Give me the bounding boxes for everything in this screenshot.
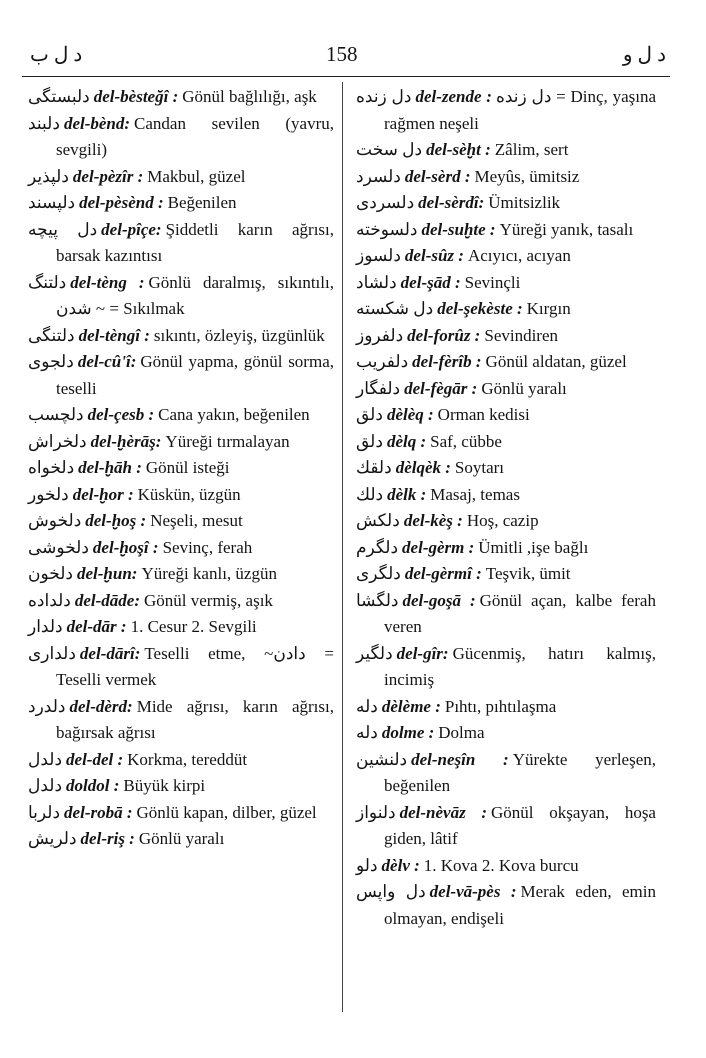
entry-arabic-script: دلدرد <box>28 696 66 716</box>
entry-headword: del-nèvāz : <box>399 802 488 822</box>
dictionary-entry <box>356 164 656 191</box>
entry-definition: Gönlü daralmış, sıkıntılı, شدن ~ = Sıkılmak <box>56 272 334 318</box>
entry-arabic-script: دلپسند <box>28 193 76 212</box>
entry-definition: Hoş, cazip <box>466 511 539 530</box>
entry-arabic-script: دل زنده <box>356 87 412 106</box>
dictionary-entry <box>356 190 656 217</box>
entry-definition: Büyük kirpi <box>123 776 206 795</box>
entry-definition: Gönlü kapan, dilber, güzel <box>136 802 317 822</box>
entry-headword: del-ḫun: <box>77 564 138 583</box>
entry-definition: Gönül vermiş, aşık <box>144 590 273 610</box>
entry-headword: del-pîçe: <box>101 219 162 239</box>
entry-headword: del-bèsteğî : <box>93 87 179 106</box>
dictionary-entry <box>28 508 334 535</box>
dictionary-entry <box>356 402 656 429</box>
dictionary-entry <box>356 535 656 562</box>
dictionary-entry <box>356 376 656 403</box>
entry-arabic-script: دلو <box>356 855 378 875</box>
dictionary-entry <box>356 137 656 164</box>
entry-definition: Mide ağrısı, karın ağrısı, bağırsak ağrısı <box>56 696 334 742</box>
entry-arabic-script: دلخواه <box>28 458 75 477</box>
entry-arabic-script: دلخور <box>28 484 69 504</box>
entry-headword: del-goşā : <box>402 590 476 610</box>
entry-arabic-script: دلتنگ <box>28 272 67 292</box>
entry-definition: Ümitsizlik <box>488 193 561 212</box>
entry-headword: del-şekèste : <box>437 299 523 318</box>
entry-headword: del-pèzîr : <box>72 166 144 186</box>
entry-definition: Gönlü yaralı <box>481 378 567 398</box>
header-rule <box>22 76 670 77</box>
dictionary-entry <box>28 190 334 217</box>
entry-headword: del-forûz : <box>407 325 481 345</box>
dictionary-entry <box>28 402 334 429</box>
entry-arabic-script: دلجوى <box>28 352 74 371</box>
entry-arabic-script: دلريش <box>28 829 77 848</box>
entry-definition: Gönül okşayan, hoşa giden, lâtif <box>384 802 656 848</box>
dictionary-entry <box>28 84 334 111</box>
dictionary-entry <box>356 853 656 880</box>
entry-headword: del-ḫor : <box>72 484 134 504</box>
dictionary-entry <box>356 323 656 350</box>
entry-definition: Zâlim, sert <box>494 140 569 159</box>
entry-arabic-script: دل واپس <box>356 882 426 901</box>
entry-arabic-script: دلك <box>356 484 384 504</box>
dictionary-entry <box>28 641 334 694</box>
entry-arabic-script: دلربا <box>28 802 61 822</box>
entry-headword: del-sèrd : <box>404 166 471 186</box>
entry-arabic-script: دلتنگى <box>28 325 75 345</box>
entry-arabic-script: دلق <box>356 431 383 451</box>
entry-definition: Acıyıcı, acıyan <box>467 246 571 265</box>
entry-arabic-script: دلفروز <box>356 325 404 345</box>
dictionary-entry <box>28 694 334 747</box>
entry-headword: del-ḫoşî : <box>92 537 159 557</box>
entry-headword: del-tèngî : <box>78 325 150 345</box>
entry-arabic-script: دل شكسته <box>356 299 434 318</box>
entry-arabic-script: دلكش <box>356 511 400 530</box>
dictionary-entry <box>28 614 334 641</box>
dictionary-entry <box>28 588 334 615</box>
entry-arabic-script: دلبستگى <box>28 87 90 106</box>
dictionary-entry <box>356 879 656 932</box>
entry-arabic-script: دله <box>356 723 378 742</box>
entry-arabic-script: دلگشا <box>356 590 399 610</box>
entry-arabic-script: دلدار <box>28 617 63 636</box>
dictionary-entry <box>356 694 656 721</box>
dictionary-entry <box>28 826 334 853</box>
entry-definition: Meyûs, ümitsiz <box>474 166 580 186</box>
entry-headword: del-fèrîb : <box>412 352 482 371</box>
dictionary-entry <box>356 508 656 535</box>
dictionary-entry <box>28 800 334 827</box>
entry-definition: Yüreği kanlı, üzgün <box>141 564 277 583</box>
entry-arabic-script: دلخوش <box>28 511 82 530</box>
dictionary-entry <box>356 84 656 137</box>
entry-headword: dèlq : <box>386 431 427 451</box>
dictionary-entry <box>28 164 334 191</box>
entry-arabic-script: دل سخت <box>356 140 423 159</box>
entry-headword: del-ḫèrāş: <box>90 431 162 451</box>
entry-arabic-script: دلدل <box>28 776 63 795</box>
entry-headword: del-dār : <box>66 617 127 636</box>
entry-arabic-script: دلگرم <box>356 537 399 557</box>
dictionary-entry <box>28 747 334 774</box>
dictionary-entry <box>356 455 656 482</box>
column-divider <box>342 82 343 1012</box>
entry-headword: del-sèrdî: <box>418 193 485 212</box>
entry-headword: del-neşîn : <box>411 749 509 769</box>
entry-arabic-script: دلفگار <box>356 378 401 398</box>
entry-definition: Gönül aldatan, güzel <box>485 352 627 371</box>
entry-definition: 1. Cesur 2. Sevgili <box>130 617 257 636</box>
entry-definition: Gönül bağlılığı, aşk <box>182 87 317 106</box>
entry-arabic-script: دلسرد <box>356 166 401 186</box>
header-left-letters: د ل ب <box>30 44 83 66</box>
entry-definition: sıkıntı, özleyiş, üzgünlük <box>153 325 325 345</box>
entry-arabic-script: دلق <box>356 405 383 424</box>
entry-headword: del-fègār : <box>404 378 478 398</box>
dictionary-entry <box>356 747 656 800</box>
dictionary-entry <box>356 720 656 747</box>
entry-definition: Kırgın <box>526 299 571 318</box>
entry-arabic-script: دل پيچه <box>28 219 98 239</box>
entry-headword: del-riş : <box>80 829 135 848</box>
entry-definition: Sevinç, ferah <box>162 537 253 557</box>
entry-headword: del-gèrm : <box>402 537 475 557</box>
entry-definition: Candan sevilen (yavru, sevgili) <box>56 113 334 159</box>
entry-arabic-script: دلشاد <box>356 272 397 292</box>
entry-headword: dèlk : <box>387 484 427 504</box>
entry-headword: del-vā-pès : <box>429 882 517 901</box>
entry-headword: del-suḫte : <box>421 219 496 239</box>
entry-headword: del-ḫāh : <box>78 458 142 477</box>
entry-headword: del-kèş : <box>403 511 463 530</box>
entry-headword: del-sûz : <box>404 246 464 265</box>
dictionary-entry <box>28 217 334 270</box>
dictionary-entry <box>356 482 656 509</box>
entry-definition: Masaj, temas <box>430 484 520 504</box>
page-number: 158 <box>326 42 358 66</box>
dictionary-entry <box>356 270 656 297</box>
entry-definition: Sevindiren <box>484 325 559 345</box>
entry-headword: dèlèq : <box>386 405 434 424</box>
entry-arabic-script: دلسوز <box>356 246 401 265</box>
dictionary-entry <box>356 800 656 853</box>
entry-arabic-script: دلخون <box>28 564 73 583</box>
entry-arabic-script: دلنواز <box>356 802 396 822</box>
entry-headword: del-dèrd: <box>69 696 133 716</box>
entry-definition: Neşeli, mesut <box>150 511 243 530</box>
entry-headword: dèlqèk : <box>395 458 451 477</box>
entry-headword: del-gîr: <box>396 643 449 663</box>
dictionary-entry <box>28 773 334 800</box>
dictionary-entry <box>356 641 656 694</box>
entry-headword: del-dāde: <box>74 590 141 610</box>
entry-headword: del-cû'î: <box>77 352 137 371</box>
entry-headword: dèlv : <box>381 855 420 875</box>
entry-headword: doldol : <box>66 776 120 795</box>
entry-arabic-script: دلخوشى <box>28 537 89 557</box>
left-column <box>28 84 334 853</box>
entry-headword: del-sèḫt : <box>426 140 491 159</box>
dictionary-entry <box>28 535 334 562</box>
header-right-letters: د ل و <box>622 44 666 66</box>
entry-definition: Soytarı <box>454 458 505 477</box>
dictionary-entry <box>28 349 334 402</box>
entry-headword: del-şād : <box>400 272 461 292</box>
entry-headword: del-zende : <box>415 87 492 106</box>
entry-definition: Gücenmiş, hatırı kalmış, incimiş <box>384 643 656 689</box>
entry-definition: Orman kedisi <box>437 405 530 424</box>
entry-arabic-script: دلخراش <box>28 431 87 451</box>
dictionary-entry <box>28 455 334 482</box>
entry-definition: Ümitli ,işe bağlı <box>478 537 589 557</box>
entry-definition: Cana yakın, beğenilen <box>158 405 310 424</box>
dictionary-entry <box>356 217 656 244</box>
dictionary-entry <box>356 349 656 376</box>
entry-definition: Gönül isteği <box>145 458 230 477</box>
dictionary-entry <box>356 561 656 588</box>
dictionary-entry <box>28 111 334 164</box>
entry-arabic-script: دلدارى <box>28 643 76 663</box>
entry-arabic-script: دلگرى <box>356 564 401 583</box>
entry-arabic-script: دلقك <box>356 458 392 477</box>
entry-arabic-script: دلپذير <box>28 166 69 186</box>
entry-definition: Makbul, güzel <box>147 166 246 186</box>
right-column <box>356 84 656 932</box>
entry-headword: dolme : <box>381 723 435 742</box>
entry-definition: Korkma, tereddüt <box>127 749 248 769</box>
entry-arabic-script: دلسردى <box>356 193 415 212</box>
dictionary-entry <box>356 429 656 456</box>
entry-definition: Gönül açan, kalbe ferah veren <box>384 590 656 636</box>
entry-definition: Gönül yapma, gönül sorma, teselli <box>56 352 334 398</box>
entry-definition: Beğenilen <box>167 193 237 212</box>
entry-headword: del-tèng : <box>70 272 145 292</box>
dictionary-entry <box>28 482 334 509</box>
entry-headword: del-gèrmî : <box>404 564 482 583</box>
entry-arabic-script: دلنشين <box>356 749 408 769</box>
entry-arabic-script: دلبند <box>28 113 60 133</box>
entry-headword: del-pèsènd : <box>79 193 164 212</box>
entry-arabic-script: دلداده <box>28 590 71 610</box>
entry-arabic-script: دلگير <box>356 643 393 663</box>
entry-headword: del-ḫoş : <box>85 511 147 530</box>
entry-definition: Teşvik, ümit <box>485 564 571 583</box>
entry-definition: Sevinçli <box>464 272 521 292</box>
entry-definition: Yüreği tırmalayan <box>165 431 290 451</box>
entry-headword: dèlème : <box>381 696 441 716</box>
entry-definition: Yüreği yanık, tasalı <box>499 219 634 239</box>
dictionary-entry <box>356 296 656 323</box>
entry-arabic-script: دلفريب <box>356 352 409 371</box>
entry-headword: del-bènd: <box>63 113 131 133</box>
entry-arabic-script: دلدل <box>28 749 63 769</box>
entry-headword: del-çesb : <box>87 405 155 424</box>
dictionary-entry <box>356 243 656 270</box>
dictionary-entry <box>28 561 334 588</box>
entry-definition: Şiddetli karın ağrısı, barsak kazıntısı <box>56 219 335 265</box>
dictionary-entry <box>28 323 334 350</box>
entry-definition: 1. Kova 2. Kova burcu <box>423 855 579 875</box>
entry-arabic-script: دلسوخته <box>356 219 418 239</box>
entry-headword: del-dārî: <box>79 643 141 663</box>
entry-definition: Dolma <box>438 723 485 742</box>
entry-definition: Küskün, üzgün <box>137 484 241 504</box>
entry-definition: دل زنده = Dinç, yaşına rağmen neşeli <box>384 87 656 133</box>
entry-definition: Saf, cübbe <box>430 431 502 451</box>
entry-headword: del-del : <box>66 749 124 769</box>
entry-definition: Gönlü yaralı <box>138 829 225 848</box>
entry-definition: Merak eden, emin olmayan, endişeli <box>384 882 656 928</box>
entry-headword: del-robā : <box>64 802 133 822</box>
dictionary-entry <box>28 270 334 323</box>
entry-definition: Teselli etme, ~دادن = Teselli vermek <box>56 643 334 689</box>
entry-arabic-script: دله <box>356 696 378 716</box>
dictionary-entry <box>356 588 656 641</box>
entry-definition: Yürekte yerleşen, beğenilen <box>384 749 656 795</box>
entry-arabic-script: دلچسب <box>28 405 84 424</box>
entry-definition: Pıhtı, pıhtılaşma <box>444 696 557 716</box>
page-header <box>0 40 706 70</box>
dictionary-entry <box>28 429 334 456</box>
